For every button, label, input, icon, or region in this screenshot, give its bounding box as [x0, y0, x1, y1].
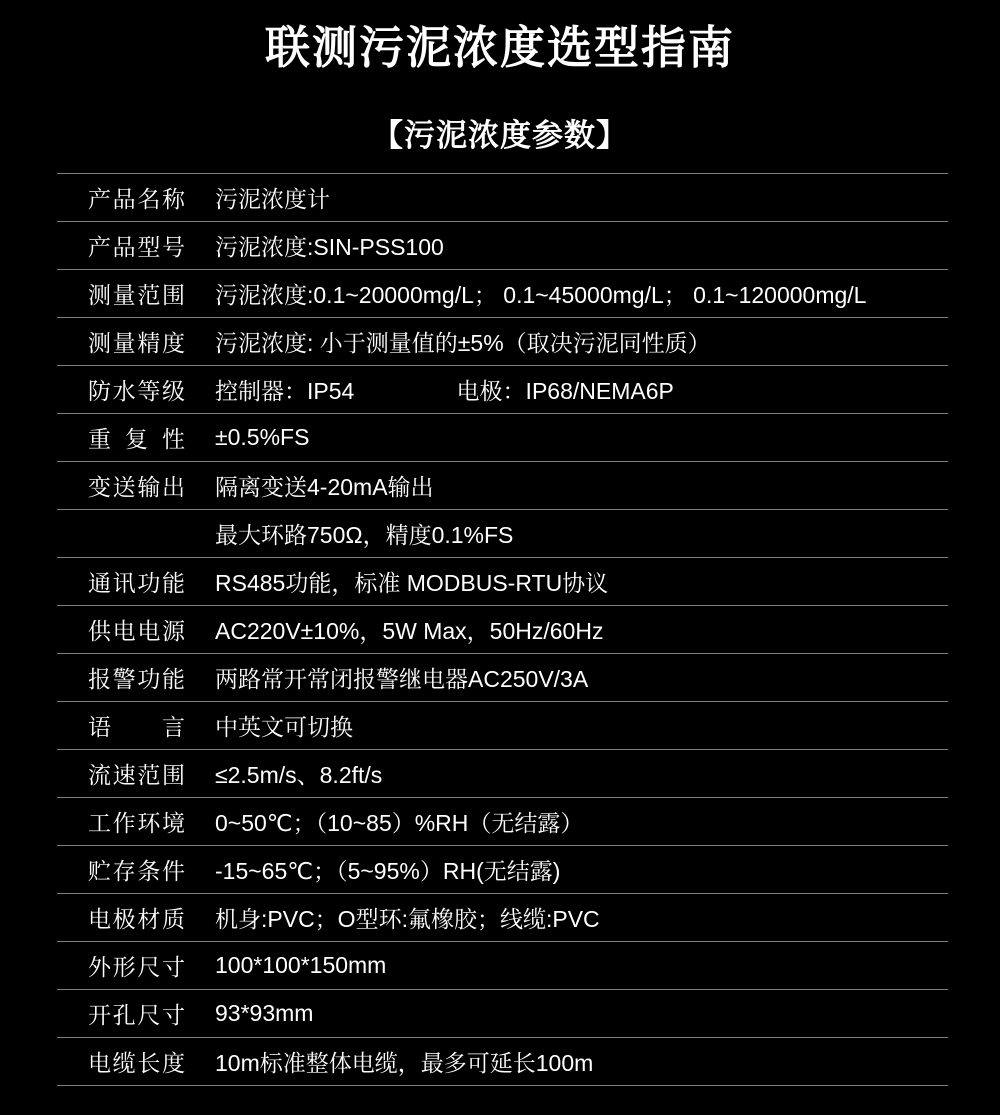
spec-value: 最大环路750Ω，精度0.1%FS	[215, 521, 514, 548]
spec-row-alarm-function	[57, 654, 948, 702]
section-subtitle: 【污泥浓度参数】	[372, 117, 628, 153]
spec-value: 100*100*150mm	[215, 951, 387, 978]
spec-row-power-supply	[57, 606, 948, 654]
spec-row-operating-environment	[57, 798, 948, 846]
spec-label: 通讯功能	[88, 569, 185, 596]
spec-value: 污泥浓度计	[215, 185, 330, 212]
spec-value: 中英文可切换	[215, 713, 353, 740]
spec-label: 产品型号	[88, 233, 185, 260]
spec-label: 变送输出	[88, 473, 185, 500]
spec-value: 机身:PVC；O型环:氟橡胶；线缆:PVC	[215, 905, 600, 932]
spec-row-measuring-range	[57, 270, 948, 318]
spec-value: 两路常开常闭报警继电器AC250V/3A	[215, 665, 589, 692]
spec-label: 产品名称	[88, 185, 185, 212]
spec-value: 污泥浓度:0.1~20000mg/L； 0.1~45000mg/L； 0.1~120000mg/L	[215, 281, 867, 308]
spec-row-communication	[57, 558, 948, 606]
spec-label: 测量精度	[88, 329, 185, 356]
spec-value: 控制器：IP54 电极：IP68/NEMA6P	[215, 377, 674, 404]
spec-row-waterproof-rating	[57, 366, 948, 414]
spec-row-repeatability	[57, 414, 948, 462]
spec-label: 防水等级	[88, 377, 185, 404]
page-title: 联测污泥浓度选型指南	[264, 22, 735, 73]
spec-label: 测量范围	[88, 281, 185, 308]
spec-label: 流速范围	[88, 761, 185, 788]
spec-table	[57, 173, 948, 1086]
spec-label: 重复性	[88, 425, 185, 452]
spec-value: 污泥浓度: 小于测量值的±5%（取决污泥同性质）	[215, 329, 711, 356]
spec-label: 报警功能	[88, 665, 185, 692]
spec-row-dimensions	[57, 942, 948, 990]
spec-label: 贮存条件	[88, 857, 185, 884]
spec-value: 污泥浓度:SIN-PSS100	[215, 233, 444, 260]
spec-row-accuracy	[57, 318, 948, 366]
spec-value: 0~50℃；（10~85）%RH（无结露）	[215, 809, 584, 836]
spec-label: 开孔尺寸	[88, 1001, 185, 1028]
spec-label: 外形尺寸	[88, 953, 185, 980]
spec-row-transmission-output-cont	[57, 510, 948, 558]
spec-value: 93*93mm	[215, 999, 314, 1026]
spec-label: 电缆长度	[88, 1049, 185, 1076]
spec-row-cutout-size	[57, 990, 948, 1038]
spec-row-cable-length	[57, 1038, 948, 1086]
spec-row-product-name	[57, 174, 948, 222]
spec-row-language	[57, 702, 948, 750]
spec-row-storage-conditions	[57, 846, 948, 894]
spec-row-flow-velocity-range	[57, 750, 948, 798]
spec-row-product-model	[57, 222, 948, 270]
spec-label: 工作环境	[88, 809, 185, 836]
spec-value: AC220V±10%，5W Max，50Hz/60Hz	[215, 617, 604, 644]
spec-value: -15~65℃；（5~95%）RH(无结露)	[215, 857, 561, 884]
spec-label: 电极材质	[88, 905, 185, 932]
spec-row-transmission-output	[57, 462, 948, 510]
spec-row-electrode-material	[57, 894, 948, 942]
spec-value: RS485功能，标准 MODBUS-RTU协议	[215, 569, 609, 596]
spec-value: ≤2.5m/s、8.2ft/s	[215, 761, 383, 788]
spec-value: 隔离变送4-20mA输出	[215, 473, 434, 500]
spec-label: 语言	[88, 713, 185, 740]
spec-value: ±0.5%FS	[215, 423, 310, 450]
spec-label: 供电电源	[88, 617, 185, 644]
spec-value: 10m标准整体电缆，最多可延长100m	[215, 1049, 594, 1076]
